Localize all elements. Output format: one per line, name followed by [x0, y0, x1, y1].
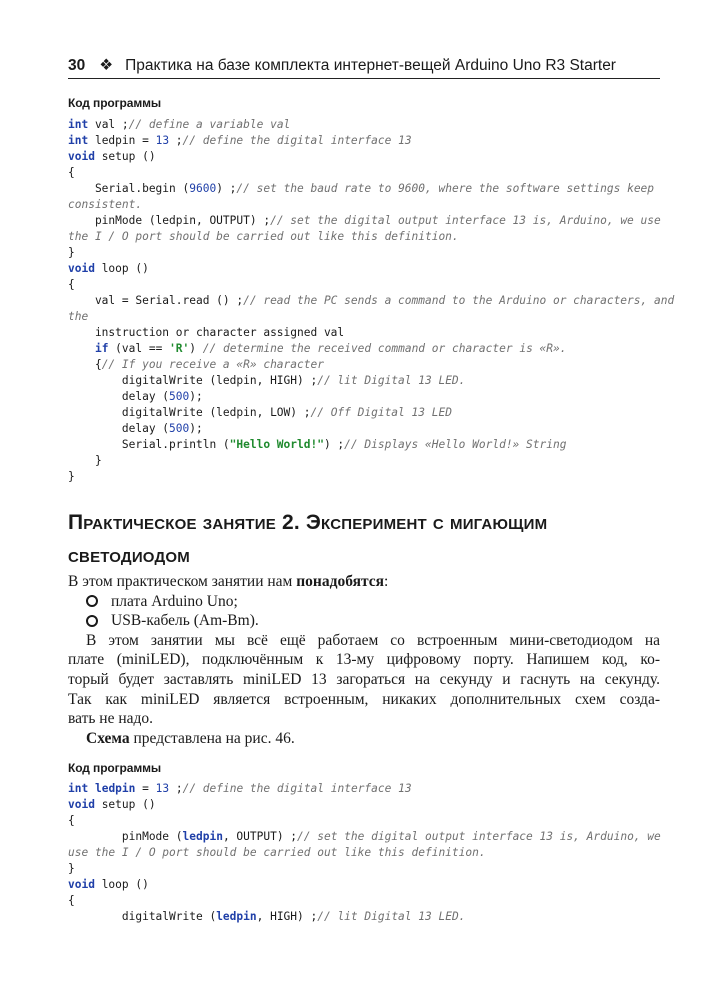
code-token: ;	[169, 134, 183, 147]
code-line	[68, 325, 660, 341]
code-comment: // read the PC sends a command to the Arduino or characters, and	[243, 294, 675, 307]
code-token: {	[68, 814, 75, 827]
code-line	[68, 437, 660, 453]
code-line	[68, 293, 675, 309]
body-text	[68, 572, 660, 748]
code-comment: // set the baud rate to 9600, where the software settings keep	[236, 182, 655, 195]
code-line	[68, 453, 660, 469]
code-comment: // lit Digital 13 LED.	[317, 374, 466, 387]
code-token: pinMode (	[68, 830, 183, 843]
bullet-text: плата Arduino Uno;	[111, 592, 238, 610]
code-token: pinMode (ledpin, OUTPUT) ;	[68, 214, 271, 227]
code-token: digitalWrite (ledpin, LOW) ;	[68, 406, 311, 419]
code-line	[68, 813, 660, 829]
code-variable: ledpin	[216, 910, 257, 923]
code-listing-2	[68, 781, 660, 925]
code-token: loop ()	[94, 878, 149, 891]
code-comment: // define the digital interface 13	[182, 134, 412, 147]
paragraph-line: Так как miniLED является встроенным, никаких дополнительных схем созда-	[68, 690, 660, 708]
code-line	[68, 845, 660, 861]
code-token: }	[68, 862, 75, 875]
code-line	[68, 245, 660, 261]
code-token: ;	[169, 782, 183, 795]
code-line	[68, 405, 660, 421]
code-line	[68, 357, 660, 373]
code-comment: // set the digital output interface 13 is, Arduino, we use	[270, 214, 661, 227]
code-token: loop ()	[94, 262, 149, 275]
code-token: ) ;	[323, 438, 345, 451]
code-token: {	[68, 894, 75, 907]
code-line	[68, 181, 660, 197]
code-token: digitalWrite (ledpin, HIGH) ;	[68, 374, 318, 387]
code-line	[68, 341, 660, 357]
code-line	[68, 309, 660, 325]
code-token: digitalWrite (	[68, 910, 217, 923]
code-token: delay (	[68, 390, 170, 403]
code-token: }	[68, 470, 75, 483]
code-token: int	[68, 134, 89, 147]
code-token: setup ()	[94, 798, 156, 811]
code-comment: // define a variable val	[128, 118, 291, 131]
code-token: int	[68, 118, 89, 131]
code-token: , HIGH) ;	[256, 910, 318, 923]
code-token: ledpin =	[88, 134, 156, 147]
circle-bullet-icon	[86, 615, 98, 627]
code-line	[68, 165, 660, 181]
code-line	[68, 909, 660, 925]
intro-text: В этом практическом занятии нам	[68, 573, 297, 590]
code-comment: the	[68, 310, 89, 323]
code-token: , OUTPUT) ;	[222, 830, 298, 843]
code-line	[68, 469, 660, 485]
section-heading-line-1: Практическое занятие 2. Эксперимент с мигающим	[68, 511, 548, 534]
code-number: 13	[155, 782, 170, 795]
code-token: =	[135, 782, 156, 795]
bullet-item	[68, 611, 660, 631]
code-comment: use the I / O port should be carried out like this definition.	[68, 846, 486, 859]
paragraph-line: плате (miniLED), подключённым к 13-му цифровому порту. Напишем код, ко-	[68, 651, 660, 669]
code-line	[68, 421, 660, 437]
code-token: void	[68, 262, 95, 275]
running-header-title: Практика на базе комплекта интернет-вещей Arduino Uno R3 Starter	[125, 57, 616, 74]
code-comment: // determine the received command or character is «R».	[202, 342, 567, 355]
code-token: (val ==	[108, 342, 170, 355]
code-number: 500	[169, 422, 190, 435]
section-heading	[68, 506, 660, 572]
code-line	[68, 781, 660, 797]
code-token: void	[68, 878, 95, 891]
code-line	[68, 373, 660, 389]
code-comment: consistent.	[68, 198, 143, 211]
code-token: {	[68, 166, 75, 179]
code-line	[68, 861, 660, 877]
code-comment: // Off Digital 13 LED	[310, 406, 452, 419]
paragraph-line: вать не надо.	[68, 710, 154, 728]
code-token: int	[68, 782, 89, 795]
code-token	[88, 782, 95, 795]
code-line	[68, 133, 660, 149]
scheme-paragraph	[68, 729, 660, 749]
code-token: )	[189, 342, 203, 355]
code-line	[68, 229, 660, 245]
paragraph-line: торый будет заставлять miniLED 13 загораться на секунду и гаснуть на секунду.	[68, 670, 660, 688]
scheme-text: представлена на рис. 46.	[129, 729, 295, 747]
code-listing-1	[68, 117, 675, 485]
code-comment: // If you receive a «R» character	[101, 358, 324, 371]
circle-bullet-icon	[86, 595, 98, 607]
code-token: delay (	[68, 422, 170, 435]
scheme-bold-text: Схема	[86, 729, 130, 747]
code-comment: // define the digital interface 13	[182, 782, 412, 795]
code-string: "Hello World!"	[229, 438, 324, 451]
paragraph	[68, 631, 660, 729]
code-token	[68, 342, 95, 355]
code-token: }	[68, 454, 102, 467]
intro-colon: :	[384, 573, 389, 590]
code-line	[68, 877, 660, 893]
code-token: instruction or character assigned val	[68, 326, 345, 339]
code-token: }	[68, 246, 75, 259]
running-header	[68, 56, 660, 79]
code-token: );	[189, 390, 203, 403]
code-line	[68, 797, 660, 813]
code-line	[68, 829, 660, 845]
code-line	[68, 213, 660, 229]
code-token: {	[68, 358, 102, 371]
intro-paragraph	[68, 572, 660, 592]
page-number: 30	[68, 57, 86, 74]
code-line	[68, 117, 660, 133]
code-number: 13	[155, 134, 170, 147]
code-line	[68, 389, 660, 405]
code-token: void	[68, 798, 95, 811]
bullet-item	[68, 592, 660, 612]
code-string: 'R'	[169, 342, 190, 355]
code-token: Serial.println (	[68, 438, 230, 451]
section-heading-line-2: светодиодом	[68, 544, 190, 567]
code-caption-1: Код программы	[68, 96, 162, 110]
code-token: setup ()	[94, 150, 156, 163]
bullet-text: USB-кабель (Am-Bm).	[111, 612, 259, 630]
code-caption-2: Код программы	[68, 761, 162, 775]
code-line	[68, 277, 660, 293]
code-comment: // set the digital output interface 13 is, Arduino, we	[297, 830, 661, 843]
code-token: {	[68, 278, 75, 291]
code-line	[68, 261, 660, 277]
code-line	[68, 149, 660, 165]
code-token: if	[94, 342, 109, 355]
code-token: val = Serial.read () ;	[68, 294, 244, 307]
code-variable: ledpin	[94, 782, 136, 795]
code-comment: the I / O port should be carried out like this definition.	[68, 230, 459, 243]
code-token: val ;	[88, 118, 129, 131]
code-token: void	[68, 150, 95, 163]
paragraph-line: В этом занятии мы всё ещё работаем со встроенным мини-светодиодом на	[86, 631, 660, 649]
code-comment: // lit Digital 13 LED.	[317, 910, 466, 923]
intro-bold-text: понадобятся	[296, 573, 385, 590]
code-token: Serial.begin (	[68, 182, 190, 195]
code-variable: ledpin	[182, 830, 223, 843]
code-comment: // Displays «Hello World!» String	[344, 438, 567, 451]
diamond-separator-icon: ❖	[99, 57, 114, 74]
code-number: 500	[169, 390, 190, 403]
code-number: 9600	[189, 182, 217, 195]
code-line	[68, 197, 660, 213]
code-line	[68, 893, 660, 909]
code-token: );	[189, 422, 203, 435]
code-token: ) ;	[216, 182, 237, 195]
